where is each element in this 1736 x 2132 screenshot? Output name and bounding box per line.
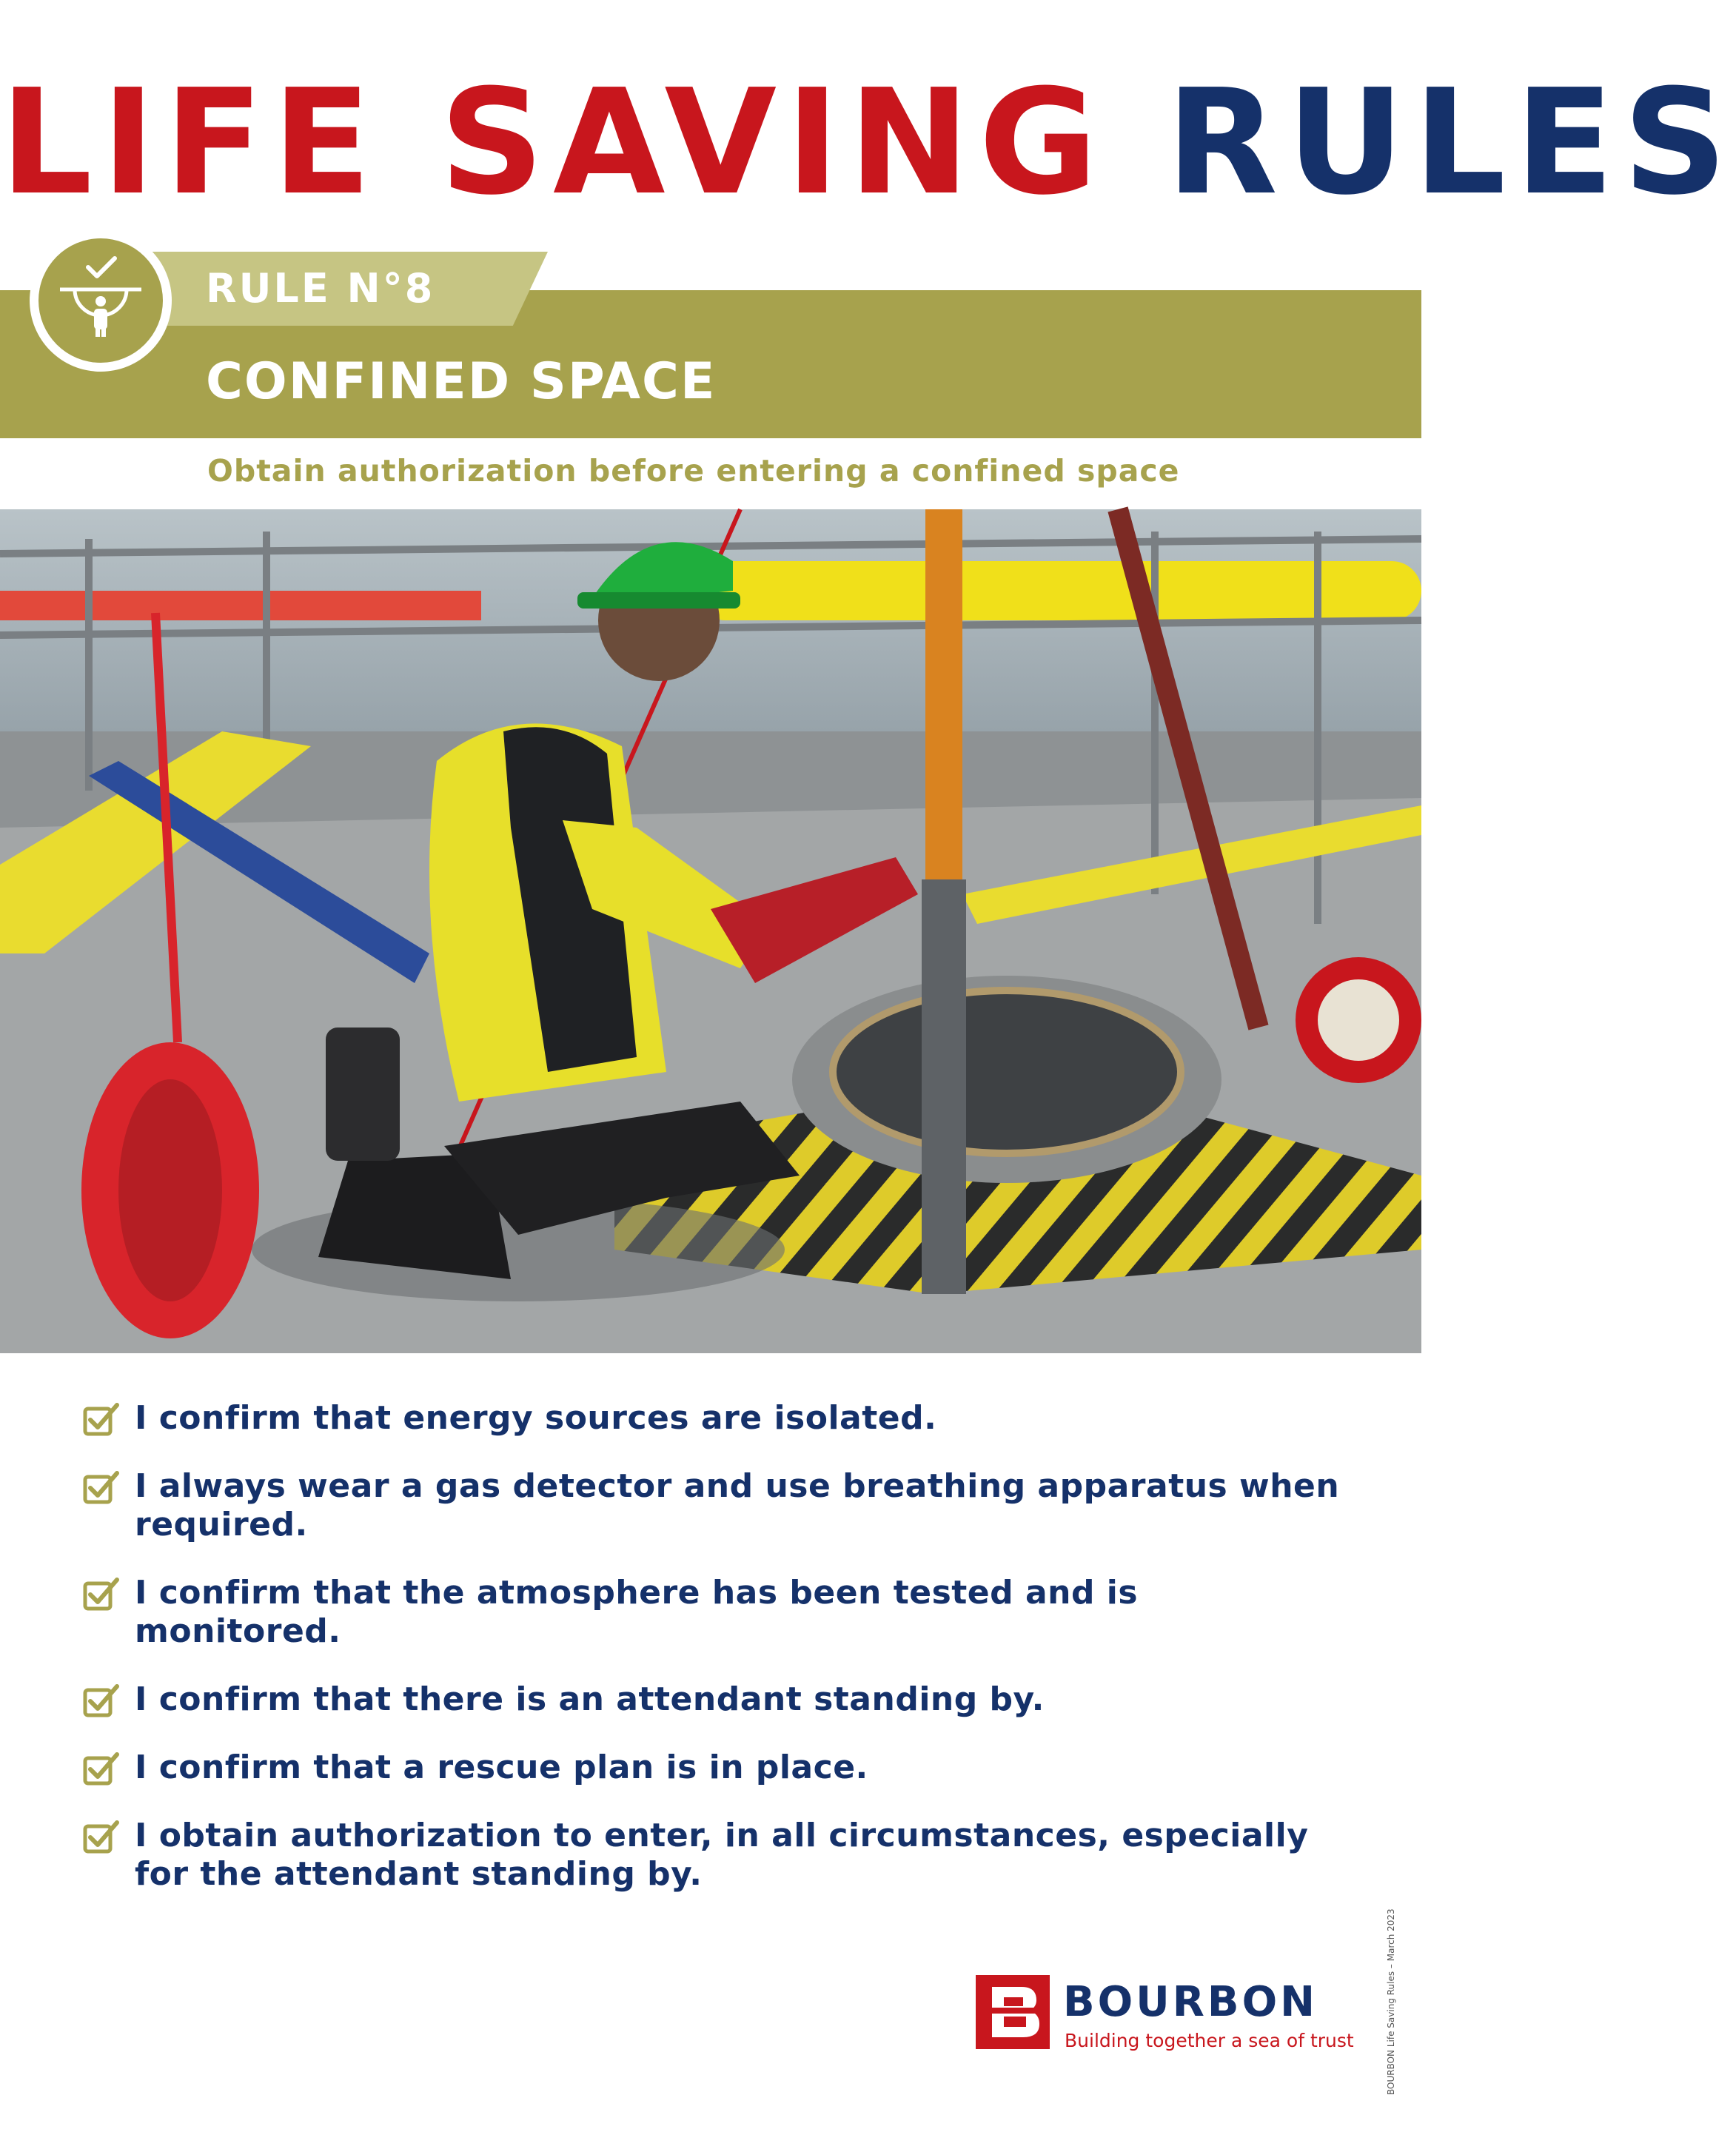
check-box-icon [83,1402,120,1436]
title-part-2: RULES [1166,58,1736,227]
list-item [83,1399,1341,1438]
b-logo-icon [976,1975,1050,2049]
rule-text: I confirm that a rescue plan is in place. [135,1749,868,1786]
rule-text: I obtain authorization to enter, in all circumstances, especially for the attendant standing by. [135,1817,1309,1893]
rule-text: I confirm that the atmosphere has been tested and is monitored. [135,1574,1139,1650]
poster-title [0,58,1736,227]
brand-tagline: Building together a sea of trust [1065,2030,1354,2051]
side-note-text: BOURBON Life Saving Rules – March 2023 [1386,1908,1396,2095]
list-item [83,1680,1341,1719]
rules-list [83,1399,1341,1923]
list-item [83,1749,1341,1787]
title-part-1: LIFE SAVING [0,58,1107,227]
check-box-icon [83,1820,120,1854]
rule-text: I confirm that energy sources are isolated. [135,1399,937,1437]
rule-number: RULE N°8 [206,265,435,312]
list-item [83,1574,1341,1651]
side-note [1386,1873,1399,2095]
check-box-icon [83,1577,120,1611]
check-box-icon [83,1470,120,1504]
brand-name: BOURBON [1063,1978,1318,2026]
check-box-icon [83,1751,120,1786]
rule-subtitle: Obtain authorization before entering a confined space [207,453,1180,489]
check-box-icon [83,1683,120,1717]
rule-text: I confirm that there is an attendant standing by. [135,1680,1045,1718]
rule-name: CONFINED SPACE [206,352,717,411]
rule-badge [30,229,172,372]
confined-space-photo [0,509,1421,1353]
rule-text: I always wear a gas detector and use breathing apparatus when required. [135,1467,1340,1543]
bourbon-logo-mark [976,1975,1050,2049]
photo-illustration [0,509,1421,1353]
list-item [83,1467,1341,1544]
list-item [83,1817,1341,1894]
confined-space-person-icon [53,252,149,349]
